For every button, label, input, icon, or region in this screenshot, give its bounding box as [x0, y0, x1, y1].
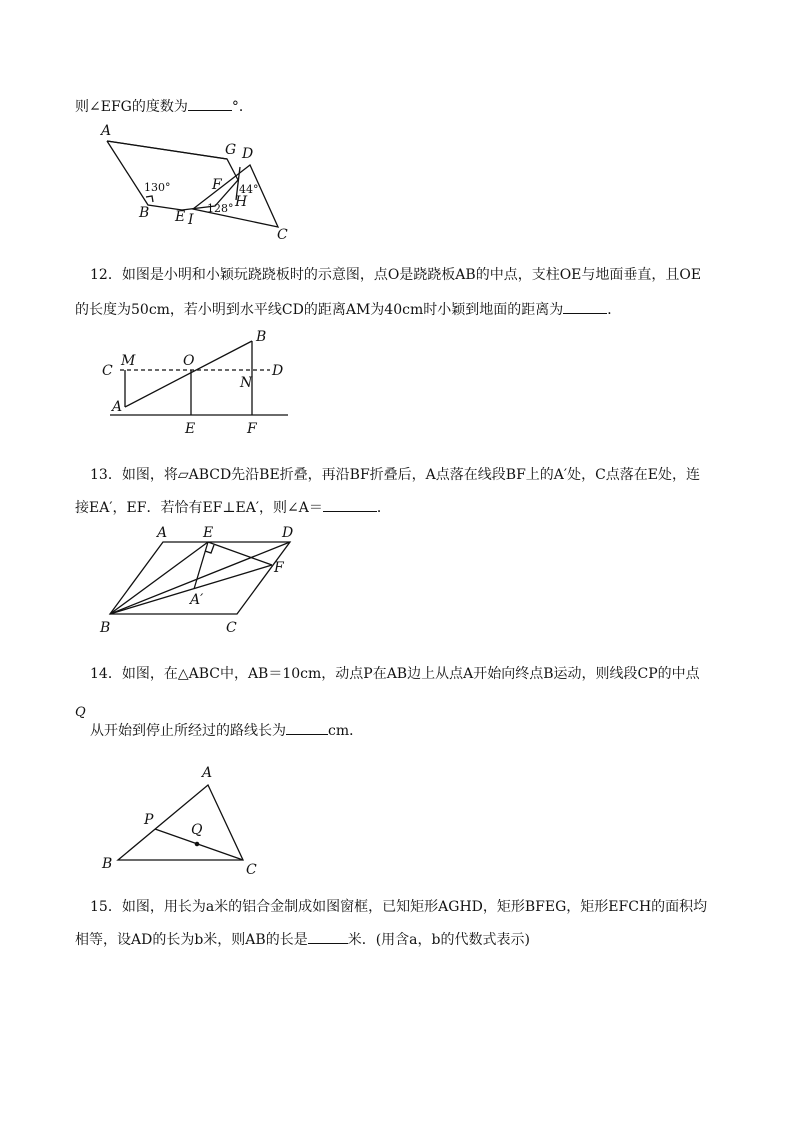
q12-answer-blank[interactable]: [563, 299, 607, 314]
q13-text-before: 接EA′，EF．若恰有EF⊥EA′，则∠A＝: [75, 500, 323, 516]
q11-label-A: A: [101, 123, 112, 139]
q11-label-H: H: [235, 194, 248, 210]
q12-label-N: N: [240, 375, 253, 391]
q12-line1: 12．如图是小明和小颖玩跷跷板时的示意图，点O是跷跷板AB的中点，支柱OE与地面垂直，且OE: [90, 267, 702, 283]
q12-seesaw-AB: [125, 341, 252, 407]
q12-label-B: B: [256, 329, 267, 345]
q14-label-A: A: [202, 765, 213, 781]
q13-label-F: F: [274, 560, 284, 576]
q13-line1: 13．如图，将▱ABCD先沿BE折叠，再沿BF折叠后，A点落在线段BF上的A′处，C点落在E处，连: [90, 467, 701, 483]
q11-label-D: D: [242, 146, 254, 162]
q11-label-C: C: [277, 227, 288, 243]
q12-label-M: M: [121, 353, 136, 369]
q11-label-G: G: [225, 142, 237, 158]
q13-figure: [95, 522, 315, 642]
q11-angle-i: 128°: [207, 202, 234, 215]
q12-label-C: C: [102, 363, 113, 379]
q13-segment-EA: [194, 542, 208, 589]
q12-label-D: D: [272, 363, 284, 379]
q11-angle-b: 130°: [144, 181, 171, 194]
q11-label-B: B: [139, 205, 150, 221]
q11-right-angle-mark: [146, 196, 153, 202]
q14-answer-blank[interactable]: [286, 720, 328, 735]
q12-text-before: 的长度为50cm，若小明到水平线CD的距离AM为40cm时小颖到地面的距离为: [75, 302, 564, 318]
q11-label-E: E: [175, 209, 186, 225]
q14-label-B: B: [102, 856, 113, 872]
q14-figure: [100, 760, 270, 880]
q13-label-A: A: [157, 525, 168, 541]
q15-line1: 15．如图，用长为a米的铝合金制成如图窗框，已知矩形AGHD，矩形BFEG，矩形EFCH的面积均: [90, 899, 708, 915]
q13-text-after: ．: [376, 500, 391, 516]
q15-text-after: 米．(用含a，b的代数式表示): [347, 932, 530, 948]
q12-text-after: ．: [607, 302, 622, 318]
q12-label-F: F: [247, 421, 257, 437]
q11-figure: [95, 125, 305, 245]
q15-text-before: 相等，设AD的长为b米，则AB的长是: [75, 932, 308, 948]
q11-text-before: 则∠EFG的度数为: [75, 99, 188, 115]
q14-label-Q: Q: [191, 822, 203, 838]
q12-line2: [75, 299, 621, 320]
q11-segment-AG: [107, 141, 227, 159]
q14-text-before: 从开始到停止所经过的路线长为: [90, 723, 286, 739]
q11-text-after: °．: [231, 99, 253, 115]
q13-label-E: E: [203, 525, 214, 541]
q11-answer-blank[interactable]: [188, 96, 232, 111]
q14-text-after: cm．: [328, 723, 364, 739]
q14-line1: 14．如图，在△ABC中，AB＝10cm，动点P在AB边上从点A开始向终点B运动，则线段CP的中点: [90, 666, 700, 682]
q13-label-B: B: [100, 620, 111, 636]
q14-point-Q: [195, 842, 199, 846]
q11-text: [75, 96, 253, 117]
q13-label-C: C: [226, 620, 237, 636]
q11-angle-d: 44°: [239, 183, 259, 196]
q11-label-F: F: [212, 177, 222, 193]
q14-line2: Q: [75, 705, 86, 720]
q14-triangle-ABC: [118, 785, 243, 860]
q12-label-A: A: [112, 399, 123, 415]
q15-answer-blank[interactable]: [308, 929, 348, 944]
q12-figure: [98, 325, 298, 440]
q13-line2: [75, 497, 391, 518]
q13-label-D: D: [282, 525, 294, 541]
q13-label-Ap: A′: [190, 592, 204, 608]
q12-label-O: O: [183, 353, 195, 369]
q11-label-I: I: [188, 212, 194, 228]
q12-label-E: E: [185, 421, 196, 437]
q13-answer-blank[interactable]: [323, 497, 377, 512]
q15-line2: [75, 929, 530, 950]
q14-label-P: P: [144, 812, 154, 828]
q14-label-C: C: [246, 862, 257, 878]
q14-line3: [90, 720, 363, 741]
